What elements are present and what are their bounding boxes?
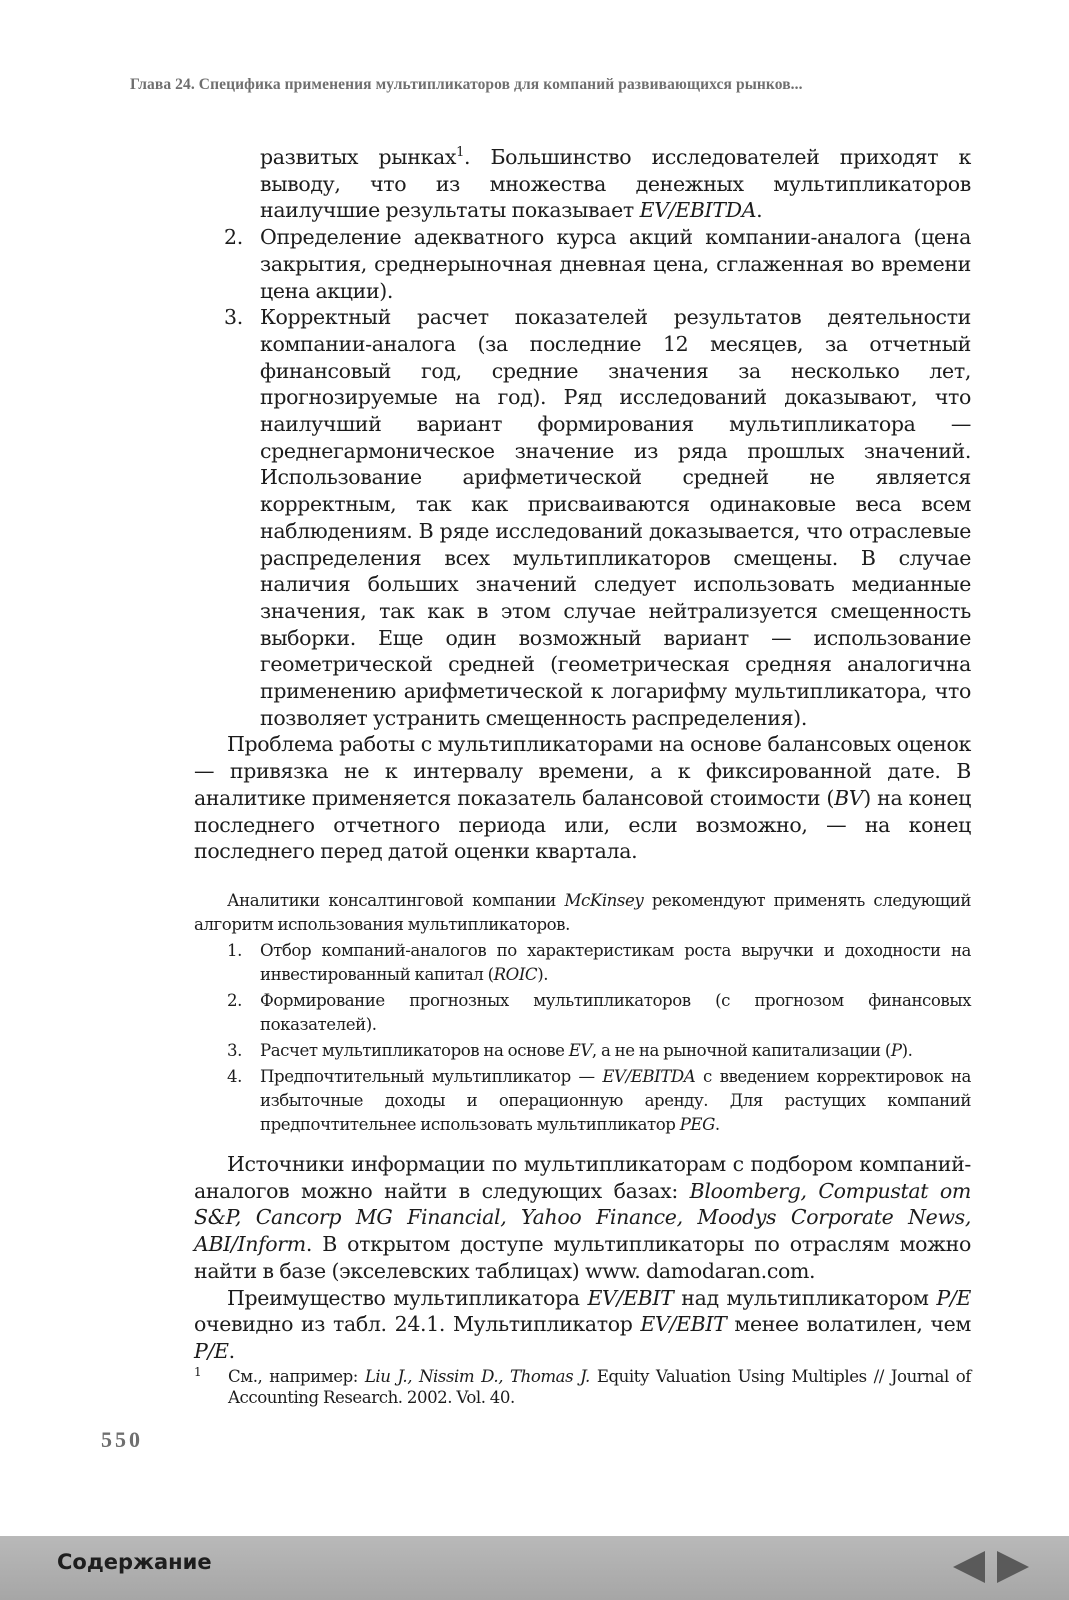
list-number: 2. <box>227 990 242 1010</box>
paragraph-advantage <box>194 1285 971 1365</box>
page-content <box>194 144 971 1365</box>
contents-link[interactable]: Содержание <box>57 1550 212 1574</box>
box-list-item <box>194 939 971 987</box>
text-run: Equity Valuation Using Multiples // Journal of Accounting Research. 2002. Vol. 40. <box>228 1367 972 1407</box>
text-run: развитых рынках <box>260 145 457 169</box>
text-run: Расчет мультипликаторов на основе <box>260 1040 569 1060</box>
text-run: . <box>714 1114 720 1134</box>
list-item-text: Определение адекватного курса акций компании-аналога (цена закрытия, среднерыночная дневная цена, сглаженная во времени цена акции). <box>260 225 971 303</box>
text-italic: EV/EBIT <box>640 1312 727 1337</box>
text-run: . <box>228 1338 235 1363</box>
text-italic: ROIC <box>493 964 538 984</box>
text-run: над мультипликатором <box>673 1285 937 1310</box>
text-run: Проблема работы с мультипликаторами на основе балансовых оценок — привязка не к интервалу времени, а к фиксированной дате. В аналитике применяется показатель балансовой стоимости ( <box>194 732 971 810</box>
text-run: Предпочтительный мультипликатор — <box>260 1066 603 1086</box>
text-italic: EV/EBITDA <box>602 1066 696 1086</box>
list-number: 1. <box>227 940 242 960</box>
triangle-left-icon[interactable] <box>953 1551 985 1583</box>
list-item <box>194 224 971 304</box>
text-run: . В открытом доступе мультипликаторы по отраслям можно найти в базе (экселевских таблицах) www. damodaran.com. <box>194 1232 971 1283</box>
list-number: 3. <box>227 1040 242 1060</box>
text-run: очевидно из табл. 24.1. Мультипликатор <box>194 1312 641 1337</box>
text-run: ) на конец последнего отчетного периода или, если возможно, — на конец последнего перед датой оценки квартала. <box>194 785 971 864</box>
text-run: Источники информации по мультипликаторам с подбором компаний-аналогов можно найти в следующих базах: <box>194 1151 971 1203</box>
paragraph-balance <box>194 731 971 865</box>
box-intro <box>194 889 971 937</box>
text-italic: EV/EBIT <box>587 1285 674 1310</box>
navigation-bar <box>0 1536 1069 1600</box>
text-run: Отбор компаний-аналогов по характеристикам роста выручки и доходности на инвестированный капитал ( <box>260 940 971 984</box>
text-italic: EV/EBITDA <box>639 198 757 223</box>
paragraph-continued <box>260 144 971 224</box>
mckinsey-box <box>194 889 971 1137</box>
text-run: ). <box>537 964 549 984</box>
list-number: 2. <box>224 225 243 250</box>
text-italic: Liu J., Nissim D., Thomas J. <box>364 1367 590 1386</box>
text-run: рекомендуют применять следующий алгоритм использования мультипликаторов. <box>194 890 971 934</box>
text-italic: P/E <box>194 1338 229 1363</box>
text-run: Формирование прогнозных мультипликаторов (с прогнозом финансовых показателей). <box>260 990 971 1034</box>
running-title: Глава 24. Специфика применения мультипликаторов для компаний развивающихся рынков... <box>130 76 803 93</box>
text-italic: P/E <box>936 1285 971 1310</box>
text-run: менее волатилен, чем <box>726 1312 971 1337</box>
text-run: , а не на рыночной капитализации ( <box>591 1040 891 1060</box>
text-run: с введением корректировок на избыточные доходы и операционную аренду. Для растущих компаний предпочтительнее использовать мультипликатор <box>260 1066 971 1134</box>
footnote <box>194 1366 971 1408</box>
triangle-right-icon[interactable] <box>997 1551 1029 1583</box>
text-italic: EV <box>568 1040 592 1060</box>
text-run: . <box>756 198 763 223</box>
page-number: 550 <box>101 1427 143 1452</box>
list-item-text: Корректный расчет показателей результатов деятельности компании-аналога (за последние 12 месяцев, за отчетный финансовый год, средние значения за несколько лет, прогнозируемые на год). Ряд исследований доказывают, что наилучший вариант формирования мультипликатора — среднегармоническое значение из ряда прошлых значений. Использование арифметической средней не является корректным, так как присваиваются одинаковые веса всем наблюдениям. В ряде исследований доказывается, что отраслевые распределения всех мультипликаторов смещены. В случае наличия больших значений следует использовать медианные значения, так как в этом случае нейтрализуется смещенность выборки. Еще один возможный вариант — использование геометрической средней (геометрическая средняя аналогична применению арифметической к логарифму мультипликатора, что позволяет устранить смещенность распределения). <box>260 305 971 730</box>
footnote-text <box>228 1366 971 1408</box>
text-italic: P <box>890 1040 902 1060</box>
list-number: 3. <box>224 305 243 330</box>
box-list-item <box>194 1039 971 1063</box>
box-list-item <box>194 1065 971 1137</box>
text-italic: McKinsey <box>564 890 644 910</box>
list-item <box>194 304 971 731</box>
footnote-ref: 1 <box>456 145 464 161</box>
text-run: См., например: <box>228 1367 365 1386</box>
box-list-item <box>194 989 971 1037</box>
paragraph-sources <box>194 1151 971 1285</box>
text-run: . Большинство исследователей приходят к выводу, что из множества денежных мультипликаторов наилучшие результаты показывает <box>260 145 971 223</box>
text-italic: PEG <box>679 1114 715 1134</box>
text-run: ). <box>901 1040 913 1060</box>
list-number: 4. <box>227 1066 242 1086</box>
text-italic: Bloomberg, Compustat от S&P, Cancorp MG Financial, Yahoo Finance, Moodys Corporate News, ABI/Inform <box>194 1178 971 1257</box>
text-run: Аналитики консалтинговой компании <box>227 890 565 910</box>
text-italic: BV <box>834 785 864 810</box>
footnote-mark: 1 <box>194 1365 202 1379</box>
text-run: Преимущество мультипликатора <box>227 1285 588 1310</box>
